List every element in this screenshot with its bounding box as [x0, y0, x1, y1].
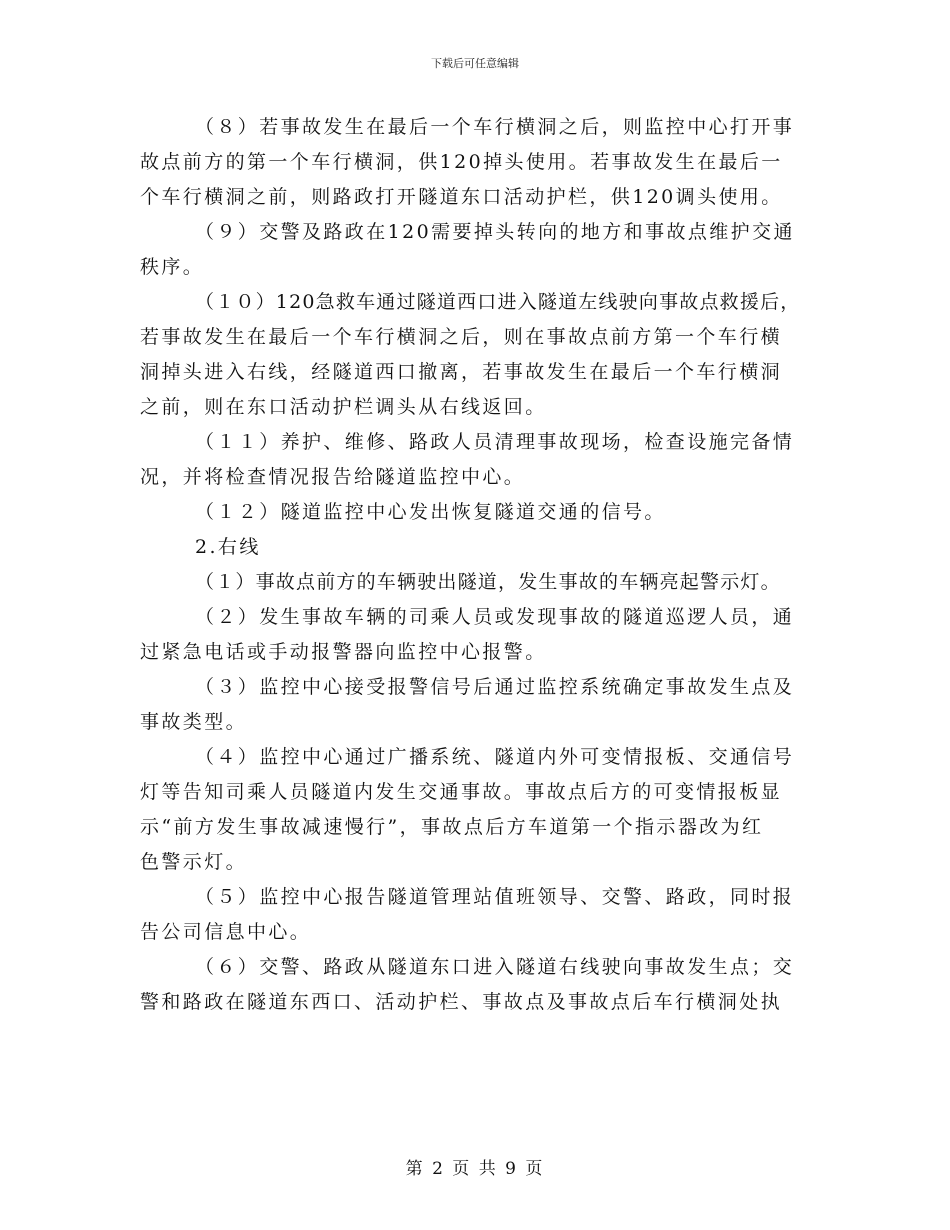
text-line: （９）交警及路政在120需要掉头转向的地方和事故点维护交通	[195, 221, 795, 243]
text-line: （５）监控中心报告隧道管理站值班领导、交警、路政，同时报	[195, 886, 795, 908]
text-line: 2.右线	[195, 536, 261, 558]
text-line: 灯等告知司乘人员隧道内发生交通事故。事故点后方的可变情报板显	[140, 781, 783, 803]
text-line: （１）事故点前方的车辆驶出隧道，发生事故的车辆亮起警示灯。	[195, 571, 781, 593]
text-line: 秩序。	[140, 256, 205, 278]
text-line: 故点前方的第一个车行横洞，供120掉头使用。若事故发生在最后一	[140, 151, 783, 173]
text-line: 之前，则在东口活动护栏调头从右线返回。	[140, 396, 547, 418]
text-line: （１０）120急救车通过隧道西口进入隧道左线驶向事故点救援后，	[195, 291, 801, 313]
text-line: （６）交警、路政从隧道东口进入隧道右线驶向事故发生点；交	[195, 956, 795, 978]
document-body	[140, 110, 808, 1020]
text-line: （２）发生事故车辆的司乘人员或发现事故的隧道巡逻人员，通	[195, 606, 795, 628]
page-header: 下载后可任意编辑	[431, 57, 519, 70]
text-line: 告公司信息中心。	[140, 921, 312, 943]
text-line: 警和路政在隧道东西口、活动护栏、事故点及事故点后车行横洞处执	[140, 991, 783, 1013]
text-line: （４）监控中心通过广播系统、隧道内外可变情报板、交通信号	[195, 746, 795, 768]
text-line: 事故类型。	[140, 711, 248, 733]
text-line: 况，并将检查情况报告给隧道监控中心。	[140, 466, 526, 488]
page-number: 第 2 页 共 9 页	[405, 1159, 545, 1179]
text-line: 个车行横洞之前，则路政打开隧道东口活动护栏，供120调头使用。	[140, 186, 783, 208]
text-line: （８）若事故发生在最后一个车行横洞之后，则监控中心打开事	[195, 116, 795, 138]
text-line: 洞掉头进入右线，经隧道西口撤离，若事故发生在最后一个车行横洞	[140, 361, 783, 383]
text-line: 过紧急电话或手动报警器向监控中心报警。	[140, 641, 547, 663]
text-line: 若事故发生在最后一个车行横洞之后，则在事故点前方第一个车行横	[140, 326, 783, 348]
text-line: （３）监控中心接受报警信号后通过监控系统确定事故发生点及	[195, 676, 795, 698]
text-line: 示“前方发生事故减速慢行”，事故点后方车道第一个指示器改为红	[140, 816, 764, 838]
text-line: 色警示灯。	[140, 851, 248, 873]
text-line: （１２）隧道监控中心发出恢复隧道交通的信号。	[195, 501, 666, 523]
text-line: （１１）养护、维修、路政人员清理事故现场，检查设施完备情	[195, 431, 795, 453]
